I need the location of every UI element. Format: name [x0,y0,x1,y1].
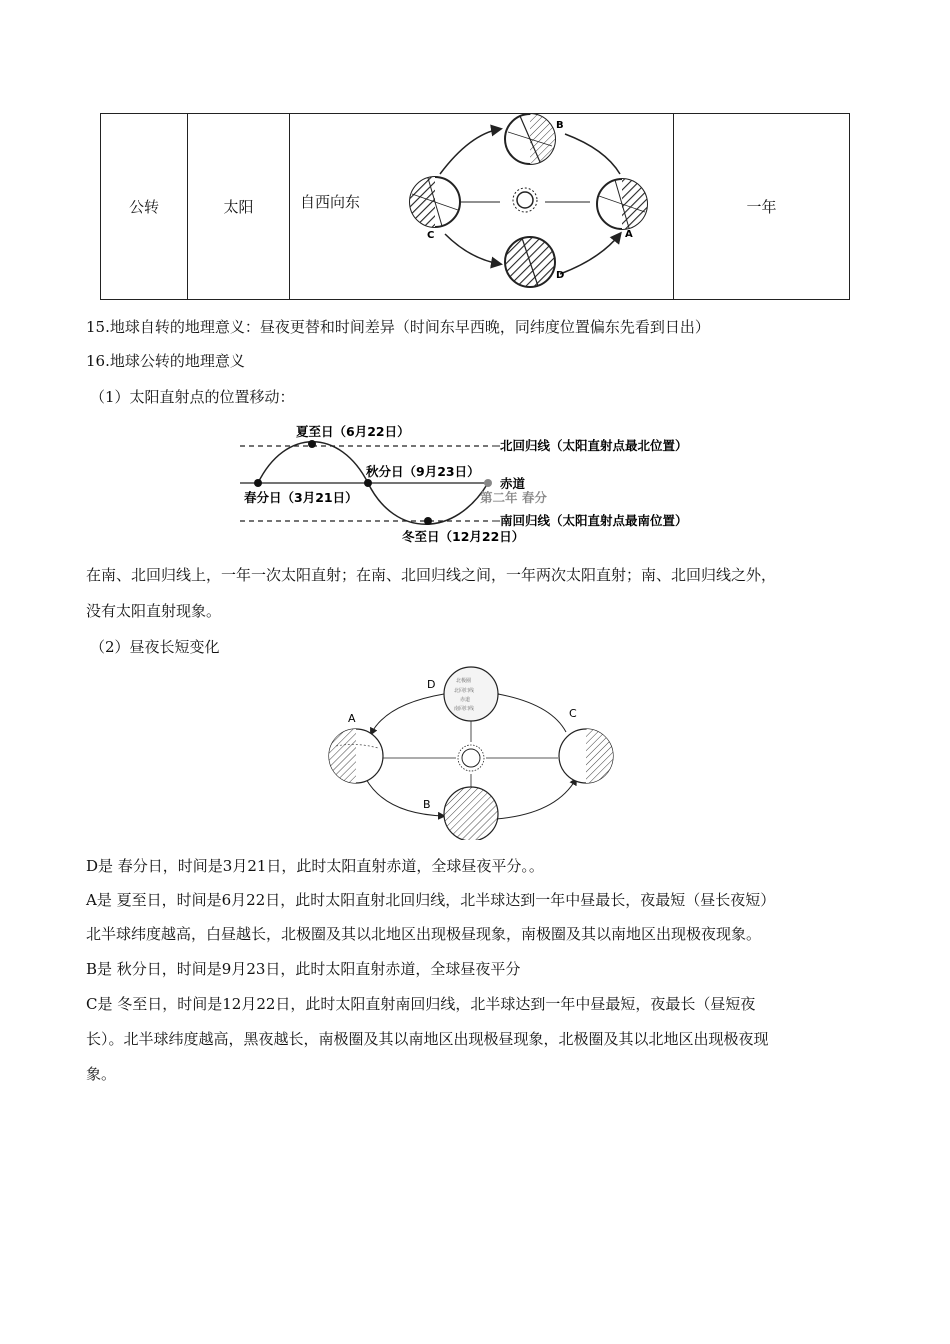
para-1b: 没有太阳直射现象。 [86,602,222,620]
text-d: D是 春分日，时间是3月21日，此时太阳直射赤道，全球昼夜平分。。 [86,857,544,875]
equator-label: 赤道 [500,476,526,491]
text-c2: 长）。北半球纬度越高，黑夜越长，南极圈及其以南地区出现极昼现象，北极圈及其以北地区出现极夜现 [86,1030,769,1048]
autumn-point [364,479,372,487]
subsolar-point-diagram [230,418,710,546]
tropic-n-label: 北回归线（太阳直射点最北位置） [500,438,688,453]
svg-text:南回归线: 南回归线 [454,706,475,712]
label-a: A [625,229,633,240]
text-a1: A是 夏至日，时间是6月22日，此时太阳直射北回归线，北半球达到一年中昼最长，夜最短（昼长夜短） [86,891,776,909]
text-c3: 象。 [86,1065,117,1083]
line-15: 15.地球自转的地理意义：昼夜更替和时间差异（时间东早西晚，同纬度位置偏东先看到日出） [86,318,710,336]
revolution-table [100,113,850,300]
direction-text: 自西向东 [300,193,361,211]
globe-a-icon [597,179,647,229]
svg-text:北回归线: 北回归线 [454,688,475,694]
globe-c-icon [559,729,613,783]
spring-point [254,479,262,487]
globe-b-icon [444,787,498,840]
globe-d-icon [505,237,555,287]
sun-icon [513,188,537,212]
winter-label: 冬至日（12月22日） [402,529,525,544]
text-b: B是 秋分日，时间是9月23日，此时太阳直射赤道，全球昼夜平分 [86,960,521,978]
para-1a: 在南、北回归线上，一年一次太阳直射；在南、北回归线之间，一年两次太阳直射；南、北回归线之外， [86,566,777,584]
motion-cell: 公转 [101,114,188,300]
direction-cell [290,114,674,300]
line-16: 16.地球公转的地理意义 [86,352,245,370]
text-c1: C是 冬至日，时间是12月22日，此时太阳直射南回归线，北半球达到一年中昼最短，夜最长（昼短夜 [86,995,756,1013]
autumn-label: 秋分日（9月23日） [366,464,480,479]
text-a2: 北半球纬度越高，白昼越长，北极圈及其以北地区出现极昼现象，南极圈及其以南地区出现极夜现象。 [86,925,762,943]
day-night-diagram [326,664,626,840]
period-cell: 一年 [674,114,850,300]
label-d: D [427,678,436,691]
tropic-s-label: 南回归线（太阳直射点最南位置） [500,513,688,528]
subheading-1: （1）太阳直射点的位置移动： [90,388,295,406]
orbit-diagram [290,114,673,299]
label-c: C [569,707,577,720]
svg-text:北极圈: 北极圈 [456,678,472,684]
spring-label: 春分日（3月21日） [244,490,358,505]
sun-icon [458,745,484,771]
subheading-2: （2）昼夜长短变化 [90,638,220,656]
label-b: B [556,120,564,131]
globe-c-icon [410,177,460,227]
winter-point [424,517,432,525]
next-spring-label: 第二年 春分 [480,490,547,505]
summer-point [308,440,316,448]
center-cell: 太阳 [188,114,290,300]
globe-a-icon [329,729,383,783]
globe-d-icon [444,667,498,721]
label-a: A [348,712,356,725]
summer-label: 夏至日（6月22日） [296,424,410,439]
label-b: B [423,798,431,811]
next-spring-point [484,479,492,487]
label-c: C [427,230,435,241]
globe-b-icon [505,114,555,164]
label-d: D [556,270,565,281]
svg-text:赤道: 赤道 [460,697,471,703]
